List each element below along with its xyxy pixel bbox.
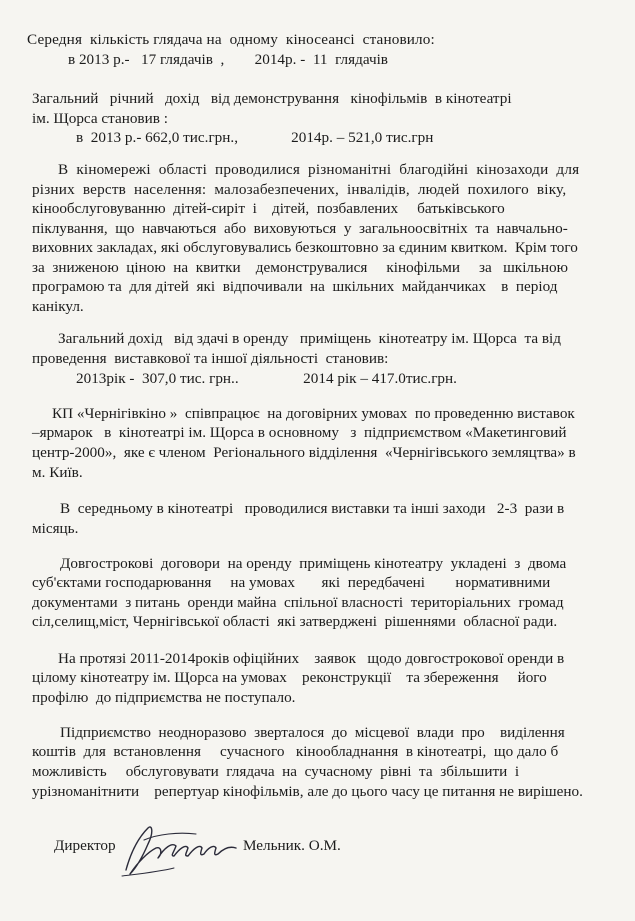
text-line: Підприємство неодноразово зверталося до місцевої влади про виділення [60, 724, 565, 741]
signature-label: Директор [54, 837, 116, 854]
signatory-name: Мельник. О.М. [243, 837, 341, 854]
text-line: Довгострокові договори на оренду приміщень кінотеатру укладені з двома [60, 555, 567, 572]
text-line: КП «Чернігівкіно » співпрацює на договірних умовах по проведенню виставок [52, 405, 575, 422]
text-line: урізноманітнити репертуар кінофільмів, але до цього часу це питання не вирішено. [32, 783, 583, 800]
handwritten-signature [118, 818, 246, 880]
text-line: кінообслуговуванню дітей-сиріт і дітей, позбавлених батьківського [32, 200, 505, 217]
text-line: в 2013 р.- 662,0 тис.грн., 2014р. – 521,0 тис.грн [76, 129, 434, 146]
text-line: суб'єктами господарювання на умовах які передбачені нормативними [32, 574, 551, 591]
text-line: програмою та для дітей які відпочивали на шкільних майданчиках в період [32, 278, 558, 295]
text-line: піклування, що навчаються або виховуються у загальноосвітніх та навчально- [32, 220, 568, 237]
text-line: Загальний дохід від здачі в оренду приміщень кінотеатру ім. Щорса та від [58, 330, 561, 347]
text-line: проведення виставкової та іншої діяльності становив: [32, 350, 389, 367]
text-line: виховних закладах, які обслуговувались безкоштовно за єдиним квитком. Крім того [32, 239, 578, 256]
text-line: в 2013 р.- 17 глядачів , 2014р. - 11 глядачів [68, 51, 388, 68]
text-line: На протязі 2011-2014років офіційних заявок щодо довгострокової оренди в [58, 650, 565, 667]
text-line: центр-2000», яке є членом Регіонального відділення «Чернігівського земляцтва» в [32, 444, 576, 461]
text-line: В середньому в кінотеатрі проводилися виставки та інші заходи 2-3 рази в [60, 500, 565, 517]
text-line: м. Київ. [32, 464, 83, 481]
text-line: документами з питань оренди майна спільної власності територіальних громад [32, 594, 564, 611]
text-line: сіл,селищ,міст, Чернігівської області які затверджені рішеннями обласної ради. [32, 613, 558, 630]
text-line: різних верств населення: малозабезпечених, інвалідів, людей похилого віку, [32, 181, 567, 198]
text-line: за зниженою ціною на квитки демонструвалися кінофільми за шкільною [32, 259, 568, 276]
text-line: коштів для встановлення сучасного кінообладнання в кінотеатрі, що дало б [32, 743, 559, 760]
text-line: ім. Щорса становив : [32, 110, 168, 127]
text-line: 2013рік - 307,0 тис. грн.. 2014 рік – 417.0тис.грн. [76, 370, 457, 387]
text-line: канікул. [32, 298, 84, 315]
text-line: місяць. [32, 520, 79, 537]
text-line: профілю до підприємства не поступало. [32, 689, 296, 706]
text-line: –ярмарок в кінотеатрі ім. Щорса в основному з підприємством «Макетинговий [32, 424, 567, 441]
text-line: можливість обслуговувати глядача на сучасному рівні та збільшити і [32, 763, 520, 780]
text-line: Середня кількість глядача на одному кіносеансі становило: [27, 31, 435, 48]
text-line: Загальний річний дохід від демонстрування кінофільмів в кінотеатрі [32, 90, 512, 107]
text-line: цілому кінотеатру ім. Щорса на умовах реконструкції та збереження його [32, 669, 547, 686]
text-line: В кіномережі області проводилися різноманітні благодійні кінозаходи для [58, 161, 580, 178]
